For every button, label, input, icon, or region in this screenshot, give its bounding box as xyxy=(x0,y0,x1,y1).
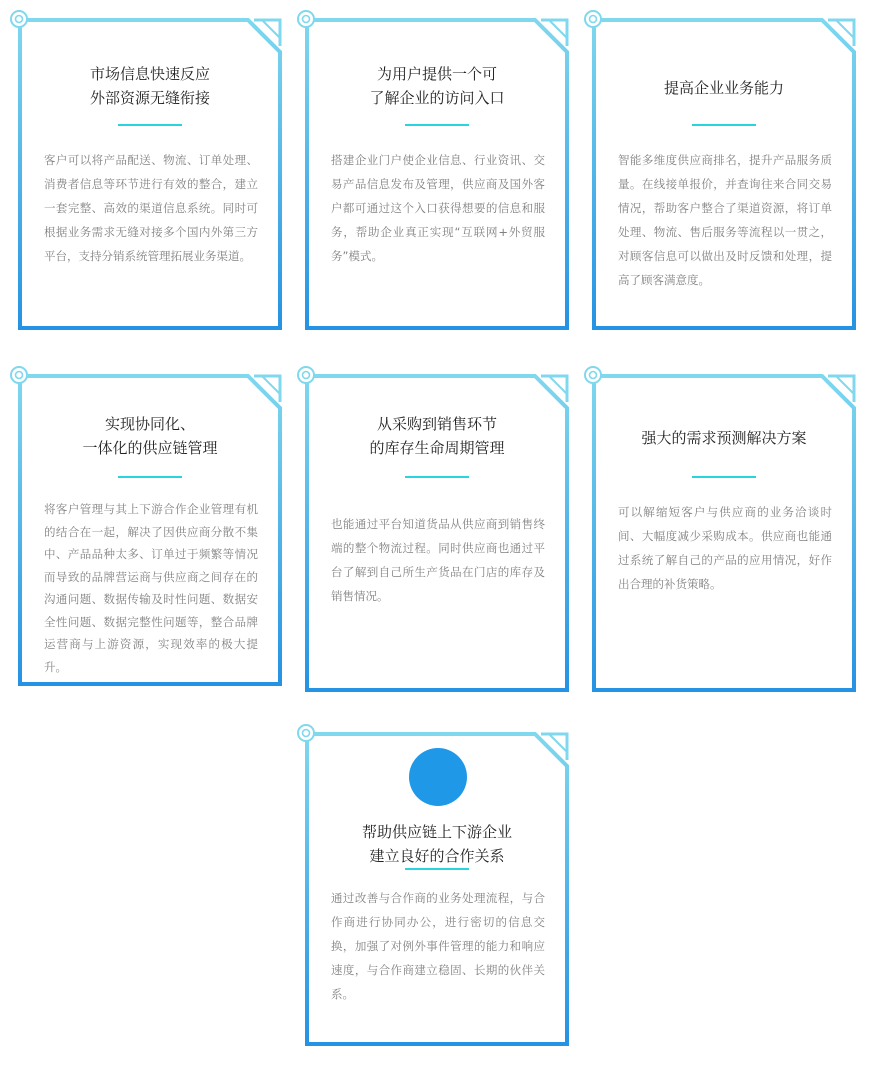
card-description: 智能多维度供应商排名，提升产品服务质量。在线接单报价，并查询往来合同交易情况，帮助客户整合了渠道资源，将订单处理、物流、售后服务等流程以一贯之，对顾客信息可以做出及时反馈和处理，提高了顾客满意度。 xyxy=(618,153,832,287)
corner-ring-icon xyxy=(296,9,316,29)
corner-ring-icon xyxy=(9,365,29,385)
card-description: 搭建企业门户使企业信息、行业资讯、交易产品信息发布及管理，供应商及国外客户都可通过这个入口获得想要的信息和服务，帮助企业真正实现“互联网+外贸服务”模式。 xyxy=(331,153,545,263)
feature-card-portal xyxy=(305,18,569,330)
card-description: 通过改善与合作商的业务处理流程，与合作商进行协同办公，进行密切的信息交换，加强了对例外事件管理的能力和响应速度，与合作商建立稳固、长期的伙伴关系。 xyxy=(331,891,545,1001)
card-title: 强大的需求预测解决方案 xyxy=(641,429,807,447)
card-description: 也能通过平台知道货品从供应商到销售终端的整个物流过程。同时供应商也通过平台了解到自己所生产货品在门店的库存及销售情况。 xyxy=(331,517,545,603)
title-underline xyxy=(405,868,469,870)
card-title: 为用户提供一个可 了解企业的访问入口 xyxy=(369,65,505,107)
corner-ring-icon xyxy=(583,9,603,29)
corner-ring-icon xyxy=(296,365,316,385)
corner-ring-icon xyxy=(9,9,29,29)
feature-card-inventory xyxy=(305,374,569,692)
card-title: 从采购到销售环节 的库存生命周期管理 xyxy=(369,415,505,457)
card-title: 帮助供应链上下游企业 建立良好的合作关系 xyxy=(361,823,512,865)
feature-card-collaboration xyxy=(18,374,282,686)
card-title: 实现协同化、 一体化的供应链管理 xyxy=(82,415,218,457)
card-title: 提高企业业务能力 xyxy=(663,79,784,97)
blue-circle-icon xyxy=(409,748,467,806)
card-description: 将客户管理与其上下游合作企业管理有机的结合在一起，解决了因供应商分散不集中、产品品种太多、订单过于频繁等情况而导致的品牌营运商与供应商之间存在的沟通问题、数据传输及时性问题、数据安全性问题、数据完整性问题等，整合品牌运营商与上游资源，实现效率的极大提升。 xyxy=(44,502,258,674)
corner-ring-icon xyxy=(583,365,603,385)
title-underline xyxy=(405,124,469,126)
card-title: 市场信息快速反应 外部资源无缝衔接 xyxy=(89,65,210,107)
feature-card-market-info xyxy=(18,18,282,330)
title-underline xyxy=(405,476,469,478)
title-underline xyxy=(692,124,756,126)
feature-card-forecast xyxy=(592,374,856,692)
title-underline xyxy=(692,476,756,478)
card-description: 可以解缩短客户与供应商的业务洽谈时间、大幅度减少采购成本。供应商也能通过系统了解自己的产品的应用情况，好作出合理的补货策略。 xyxy=(618,505,832,591)
title-underline xyxy=(118,124,182,126)
corner-ring-icon xyxy=(296,723,316,743)
card-description: 客户可以将产品配送、物流、订单处理、消费者信息等环节进行有效的整合，建立一套完整、高效的渠道信息系统。同时可根据业务需求无缝对接多个国内外第三方平台，支持分销系统管理拓展业务渠道。 xyxy=(44,153,258,263)
feature-card-business xyxy=(592,18,856,330)
feature-card-partnership xyxy=(305,732,569,1046)
title-underline xyxy=(118,476,182,478)
